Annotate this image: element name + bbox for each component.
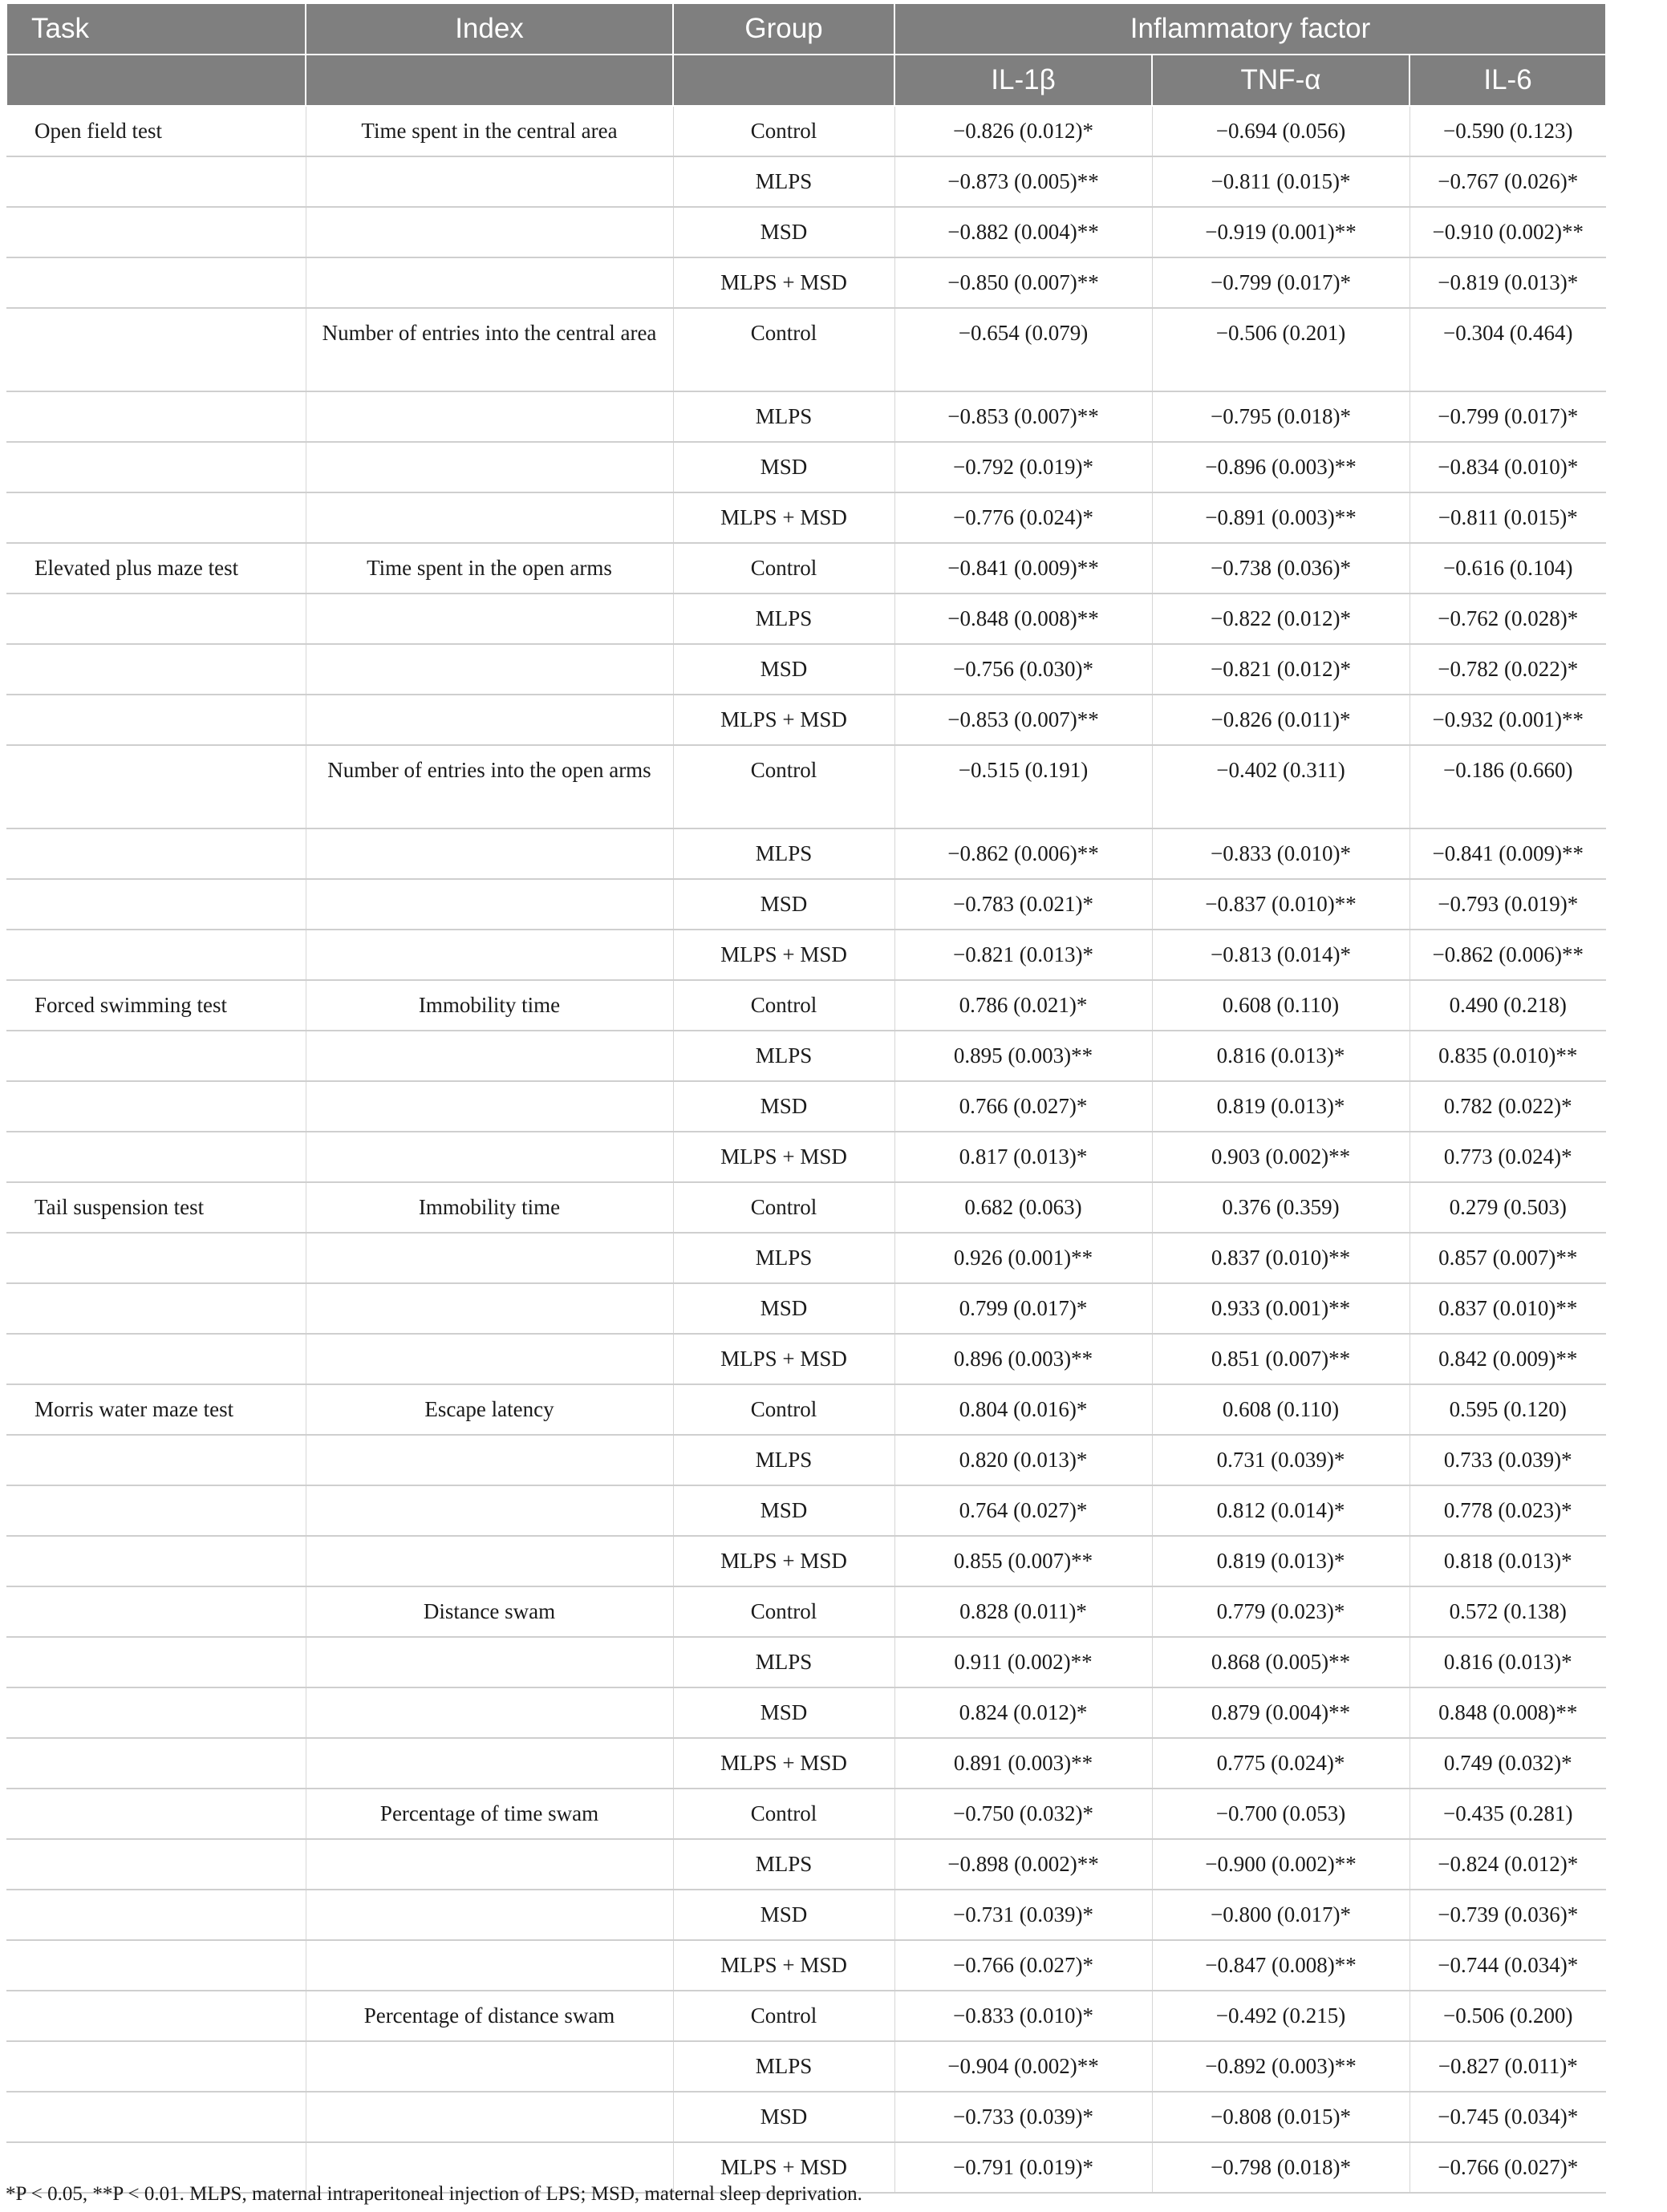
cell-task [6,1940,306,1991]
cell-group: Control [673,1182,894,1233]
cell-task [6,644,306,695]
cell-tnf: 0.837 (0.010)** [1152,1233,1409,1283]
cell-il1: 0.786 (0.021)* [894,980,1152,1031]
cell-index [306,1233,673,1283]
cell-group: Control [673,106,894,156]
table-row [6,1485,1606,1536]
cell-group: Control [673,1586,894,1637]
cell-tnf: −0.900 (0.002)** [1152,1839,1409,1890]
table-row [6,1081,1606,1132]
cell-group: MLPS [673,1233,894,1283]
cell-group: MLPS + MSD [673,2142,894,2193]
cell-il6: −0.811 (0.015)* [1409,492,1606,543]
cell-il6: −0.782 (0.022)* [1409,644,1606,695]
cell-index: Distance swam [306,1586,673,1637]
cell-group: MSD [673,879,894,930]
cell-index [306,1536,673,1586]
cell-tnf: 0.775 (0.024)* [1152,1738,1409,1789]
cell-il1: 0.855 (0.007)** [894,1536,1152,1586]
cell-il1: −0.898 (0.002)** [894,1839,1152,1890]
cell-il1: 0.682 (0.063) [894,1182,1152,1233]
cell-index [306,1283,673,1334]
cell-index [306,879,673,930]
cell-index [306,492,673,543]
cell-il1: −0.654 (0.079) [894,308,1152,391]
cell-il1: −0.826 (0.012)* [894,106,1152,156]
table-row [6,257,1606,308]
cell-group: MLPS + MSD [673,492,894,543]
cell-task [6,442,306,492]
cell-task [6,207,306,257]
cell-il6: −0.304 (0.464) [1409,308,1606,391]
cell-il6: −0.799 (0.017)* [1409,391,1606,442]
cell-task [6,1586,306,1637]
cell-group: MSD [673,1687,894,1738]
cell-group: Control [673,1789,894,1839]
cell-tnf: −0.822 (0.012)* [1152,594,1409,644]
table-row [6,106,1606,156]
cell-il6: 0.848 (0.008)** [1409,1687,1606,1738]
cell-il1: 0.926 (0.001)** [894,1233,1152,1283]
cell-il6: 0.490 (0.218) [1409,980,1606,1031]
cell-index [306,1031,673,1081]
table-row [6,2092,1606,2142]
cell-tnf: −0.506 (0.201) [1152,308,1409,391]
cell-group: MSD [673,1081,894,1132]
table-row [6,1435,1606,1485]
cell-tnf: −0.738 (0.036)* [1152,543,1409,594]
cell-tnf: 0.731 (0.039)* [1152,1435,1409,1485]
header-index: Index [306,3,673,55]
cell-il6: −0.827 (0.011)* [1409,2041,1606,2092]
cell-il1: −0.833 (0.010)* [894,1991,1152,2041]
cell-il6: −0.506 (0.200) [1409,1991,1606,2041]
cell-il1: −0.756 (0.030)* [894,644,1152,695]
cell-task: Morris water maze test [6,1384,306,1435]
cell-tnf: 0.376 (0.359) [1152,1182,1409,1233]
cell-task [6,1334,306,1384]
table-row [6,1738,1606,1789]
cell-tnf: −0.800 (0.017)* [1152,1890,1409,1940]
table-row [6,1384,1606,1435]
table-row [6,442,1606,492]
table-row [6,391,1606,442]
cell-il6: 0.749 (0.032)* [1409,1738,1606,1789]
cell-task [6,1283,306,1334]
cell-tnf: −0.892 (0.003)** [1152,2041,1409,2092]
cell-group: Control [673,980,894,1031]
cell-task: Forced swimming test [6,980,306,1031]
cell-index: Escape latency [306,1384,673,1435]
cell-il6: −0.862 (0.006)** [1409,930,1606,980]
table-row [6,1687,1606,1738]
cell-il6: −0.590 (0.123) [1409,106,1606,156]
cell-task [6,1839,306,1890]
table-row [6,1940,1606,1991]
cell-il1: −0.873 (0.005)** [894,156,1152,207]
cell-index [306,1485,673,1536]
header-task: Task [6,3,306,55]
cell-il6: −0.932 (0.001)** [1409,695,1606,745]
cell-index: Time spent in the central area [306,106,673,156]
cell-il1: 0.820 (0.013)* [894,1435,1152,1485]
cell-task [6,391,306,442]
cell-task [6,1637,306,1687]
cell-il6: 0.816 (0.013)* [1409,1637,1606,1687]
cell-group: MLPS [673,1435,894,1485]
cell-tnf: 0.812 (0.014)* [1152,1485,1409,1536]
cell-il6: −0.766 (0.027)* [1409,2142,1606,2193]
cell-tnf: −0.811 (0.015)* [1152,156,1409,207]
cell-tnf: 0.608 (0.110) [1152,1384,1409,1435]
cell-il1: −0.853 (0.007)** [894,391,1152,442]
cell-task: Open field test [6,106,306,156]
cell-il6: −0.616 (0.104) [1409,543,1606,594]
cell-il1: −0.733 (0.039)* [894,2092,1152,2142]
table-footnote: *P < 0.05, **P < 0.01. MLPS, maternal intraperitoneal injection of LPS; MSD, maternal sleep deprivation. [6,2183,862,2205]
table-row [6,1283,1606,1334]
cell-il1: −0.731 (0.039)* [894,1890,1152,1940]
cell-il1: 0.895 (0.003)** [894,1031,1152,1081]
cell-il1: −0.750 (0.032)* [894,1789,1152,1839]
table-row [6,543,1606,594]
cell-group: MLPS + MSD [673,1132,894,1182]
cell-task [6,492,306,543]
cell-il6: 0.842 (0.009)** [1409,1334,1606,1384]
cell-index [306,156,673,207]
table-row [6,2041,1606,2092]
cell-index: Number of entries into the central area [306,308,673,391]
cell-index [306,1334,673,1384]
cell-il6: 0.818 (0.013)* [1409,1536,1606,1586]
cell-group: MSD [673,1890,894,1940]
cell-index [306,442,673,492]
cell-index [306,594,673,644]
cell-group: MLPS [673,594,894,644]
cell-il1: −0.848 (0.008)** [894,594,1152,644]
cell-il6: −0.767 (0.026)* [1409,156,1606,207]
cell-task [6,1132,306,1182]
cell-task [6,308,306,391]
table-row [6,308,1606,391]
table-row [6,1536,1606,1586]
cell-group: MSD [673,1485,894,1536]
cell-il1: −0.841 (0.009)** [894,543,1152,594]
cell-il1: −0.792 (0.019)* [894,442,1152,492]
cell-tnf: −0.847 (0.008)** [1152,1940,1409,1991]
cell-group: MSD [673,2092,894,2142]
cell-il6: 0.572 (0.138) [1409,1586,1606,1637]
cell-index [306,1890,673,1940]
table-row [6,207,1606,257]
cell-group: MLPS + MSD [673,1334,894,1384]
cell-il1: 0.766 (0.027)* [894,1081,1152,1132]
table-row [6,1233,1606,1283]
cell-il1: −0.791 (0.019)* [894,2142,1152,2193]
header-il1: IL-1β [894,55,1152,106]
cell-task: Tail suspension test [6,1182,306,1233]
cell-index [306,257,673,308]
cell-il1: 0.891 (0.003)** [894,1738,1152,1789]
cell-index [306,1839,673,1890]
cell-group: MLPS [673,2041,894,2092]
cell-il6: 0.837 (0.010)** [1409,1283,1606,1334]
cell-task [6,828,306,879]
cell-task [6,1536,306,1586]
cell-tnf: 0.868 (0.005)** [1152,1637,1409,1687]
cell-il1: −0.515 (0.191) [894,745,1152,828]
cell-group: MLPS [673,1637,894,1687]
table-row [6,879,1606,930]
table-header [6,3,1606,106]
header-tnf: TNF-α [1152,55,1409,106]
cell-il1: −0.904 (0.002)** [894,2041,1152,2092]
cell-group: Control [673,543,894,594]
table-row [6,492,1606,543]
table-row [6,1334,1606,1384]
cell-group: MSD [673,442,894,492]
table-row [6,644,1606,695]
cell-index [306,2092,673,2142]
cell-index: Immobility time [306,1182,673,1233]
cell-tnf: −0.826 (0.011)* [1152,695,1409,745]
table-row [6,1789,1606,1839]
header-row-top [6,3,1606,55]
header-inflammatory-factor: Inflammatory factor [894,3,1606,55]
cell-group: MLPS + MSD [673,257,894,308]
table-row [6,1586,1606,1637]
cell-il6: −0.824 (0.012)* [1409,1839,1606,1890]
cell-task [6,594,306,644]
table-row [6,1182,1606,1233]
cell-tnf: −0.492 (0.215) [1152,1991,1409,2041]
cell-il6: −0.819 (0.013)* [1409,257,1606,308]
cell-il6: −0.435 (0.281) [1409,1789,1606,1839]
cell-index [306,1637,673,1687]
cell-group: MLPS + MSD [673,1940,894,1991]
cell-index [306,1687,673,1738]
header-task-blank [6,55,306,106]
header-group-blank [673,55,894,106]
cell-il1: 0.799 (0.017)* [894,1283,1152,1334]
cell-task [6,930,306,980]
cell-task [6,1081,306,1132]
cell-group: MLPS [673,1839,894,1890]
cell-il1: −0.766 (0.027)* [894,1940,1152,1991]
cell-index [306,391,673,442]
cell-group: MLPS [673,828,894,879]
cell-task [6,1890,306,1940]
cell-il1: 0.804 (0.016)* [894,1384,1152,1435]
cell-il1: 0.764 (0.027)* [894,1485,1152,1536]
cell-il1: 0.896 (0.003)** [894,1334,1152,1384]
cell-il6: −0.793 (0.019)* [1409,879,1606,930]
cell-task [6,695,306,745]
cell-index: Percentage of time swam [306,1789,673,1839]
cell-index [306,828,673,879]
cell-task: Elevated plus maze test [6,543,306,594]
cell-il6: 0.857 (0.007)** [1409,1233,1606,1283]
cell-il1: −0.821 (0.013)* [894,930,1152,980]
cell-task [6,156,306,207]
cell-tnf: −0.694 (0.056) [1152,106,1409,156]
cell-il6: 0.782 (0.022)* [1409,1081,1606,1132]
cell-il6: −0.186 (0.660) [1409,745,1606,828]
cell-tnf: −0.799 (0.017)* [1152,257,1409,308]
cell-il6: −0.762 (0.028)* [1409,594,1606,644]
cell-il6: −0.744 (0.034)* [1409,1940,1606,1991]
cell-tnf: −0.402 (0.311) [1152,745,1409,828]
cell-tnf: −0.837 (0.010)** [1152,879,1409,930]
cell-il1: −0.850 (0.007)** [894,257,1152,308]
cell-il1: 0.817 (0.013)* [894,1132,1152,1182]
table-row [6,745,1606,828]
cell-tnf: −0.700 (0.053) [1152,1789,1409,1839]
table-row [6,156,1606,207]
cell-group: MSD [673,1283,894,1334]
header-index-blank [306,55,673,106]
cell-group: MLPS [673,156,894,207]
cell-tnf: −0.919 (0.001)** [1152,207,1409,257]
header-group: Group [673,3,894,55]
cell-task [6,1738,306,1789]
cell-il6: 0.279 (0.503) [1409,1182,1606,1233]
cell-group: MLPS + MSD [673,695,894,745]
cell-il1: 0.828 (0.011)* [894,1586,1152,1637]
cell-tnf: −0.896 (0.003)** [1152,442,1409,492]
cell-index [306,1940,673,1991]
cell-index: Percentage of distance swam [306,1991,673,2041]
cell-index [306,1435,673,1485]
cell-il6: −0.745 (0.034)* [1409,2092,1606,2142]
cell-tnf: −0.798 (0.018)* [1152,2142,1409,2193]
cell-tnf: 0.608 (0.110) [1152,980,1409,1031]
cell-task [6,2041,306,2092]
cell-task [6,1687,306,1738]
cell-il6: −0.910 (0.002)** [1409,207,1606,257]
cell-task [6,257,306,308]
cell-il1: −0.776 (0.024)* [894,492,1152,543]
cell-tnf: 0.779 (0.023)* [1152,1586,1409,1637]
header-row-sub [6,55,1606,106]
cell-il1: −0.783 (0.021)* [894,879,1152,930]
cell-group: MLPS + MSD [673,930,894,980]
cell-index [306,2041,673,2092]
cell-group: MSD [673,207,894,257]
cell-index [306,1738,673,1789]
cell-il6: −0.841 (0.009)** [1409,828,1606,879]
cell-task [6,1435,306,1485]
cell-index [306,1081,673,1132]
cell-task [6,879,306,930]
cell-group: MLPS + MSD [673,1738,894,1789]
cell-index [306,207,673,257]
cell-tnf: −0.795 (0.018)* [1152,391,1409,442]
cell-tnf: 0.816 (0.013)* [1152,1031,1409,1081]
table-row [6,1637,1606,1687]
cell-index: Time spent in the open arms [306,543,673,594]
cell-group: MLPS [673,391,894,442]
cell-tnf: −0.833 (0.010)* [1152,828,1409,879]
cell-group: MLPS [673,1031,894,1081]
cell-index [306,1132,673,1182]
cell-il1: −0.862 (0.006)** [894,828,1152,879]
cell-index [306,644,673,695]
cell-tnf: −0.813 (0.014)* [1152,930,1409,980]
cell-tnf: −0.821 (0.012)* [1152,644,1409,695]
cell-il1: −0.853 (0.007)** [894,695,1152,745]
table-row [6,980,1606,1031]
cell-group: Control [673,745,894,828]
cell-il6: 0.595 (0.120) [1409,1384,1606,1435]
cell-tnf: 0.851 (0.007)** [1152,1334,1409,1384]
cell-tnf: −0.891 (0.003)** [1152,492,1409,543]
cell-group: Control [673,1384,894,1435]
cell-group: Control [673,1991,894,2041]
cell-il6: −0.834 (0.010)* [1409,442,1606,492]
cell-tnf: 0.879 (0.004)** [1152,1687,1409,1738]
table-row [6,594,1606,644]
table-row [6,1991,1606,2041]
cell-task [6,1031,306,1081]
cell-index: Number of entries into the open arms [306,745,673,828]
cell-task [6,1485,306,1536]
cell-task [6,745,306,828]
cell-tnf: −0.808 (0.015)* [1152,2092,1409,2142]
cell-index [306,930,673,980]
cell-task [6,1991,306,2041]
table-row [6,1132,1606,1182]
table-row [6,695,1606,745]
cell-il6: 0.733 (0.039)* [1409,1435,1606,1485]
cell-group: MSD [673,644,894,695]
cell-il6: 0.773 (0.024)* [1409,1132,1606,1182]
cell-task [6,1233,306,1283]
cell-index: Immobility time [306,980,673,1031]
cell-il6: 0.778 (0.023)* [1409,1485,1606,1536]
table-row [6,828,1606,879]
correlation-table [6,2,1607,2194]
cell-index [306,695,673,745]
header-il6: IL-6 [1409,55,1606,106]
cell-task [6,2092,306,2142]
table-row [6,1839,1606,1890]
table-row [6,1890,1606,1940]
table-row [6,1031,1606,1081]
cell-il1: 0.911 (0.002)** [894,1637,1152,1687]
cell-tnf: 0.819 (0.013)* [1152,1081,1409,1132]
results-table-container [6,2,1605,2194]
table-body [6,106,1606,2193]
cell-tnf: 0.903 (0.002)** [1152,1132,1409,1182]
cell-tnf: 0.933 (0.001)** [1152,1283,1409,1334]
cell-il6: −0.739 (0.036)* [1409,1890,1606,1940]
cell-il1: −0.882 (0.004)** [894,207,1152,257]
cell-il1: 0.824 (0.012)* [894,1687,1152,1738]
cell-group: Control [673,308,894,391]
cell-group: MLPS + MSD [673,1536,894,1586]
cell-tnf: 0.819 (0.013)* [1152,1536,1409,1586]
cell-task [6,1789,306,1839]
cell-il6: 0.835 (0.010)** [1409,1031,1606,1081]
table-row [6,930,1606,980]
